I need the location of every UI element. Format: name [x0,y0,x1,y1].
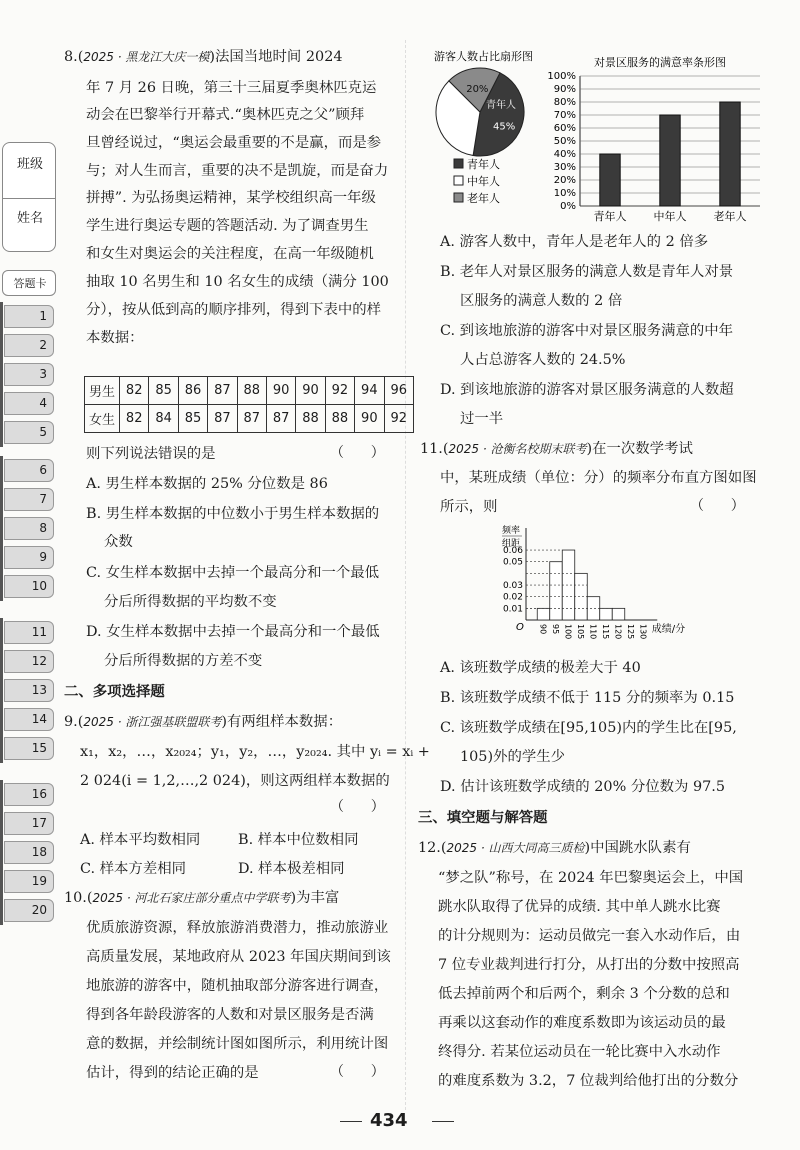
q8-first-line: 8.(2025 · 黑龙江大庆一模)法国当地时间 2024 [64,49,343,65]
q9-option-d[interactable]: D. 样本极差相同 [238,861,345,877]
q10-option-b-cont: 区服务的满意人数的 2 倍 [460,293,623,309]
hist-bar-110-115 [587,597,600,620]
answer-tab-2[interactable]: 2 [4,334,54,357]
bar-y-tick: 40% [553,149,576,160]
q10-source: 2025 · 河北石家庄部分重点中学联考 [92,891,291,905]
answer-tab-9[interactable]: 9 [4,546,54,569]
hist-bar-100-105 [562,550,575,620]
legend-swatch [454,159,463,168]
q10-line: 优质旅游资源，释放旅游消费潜力，推动旅游业 [86,920,389,936]
q8-source: 2025 · 黑龙江大庆一模 [83,50,210,64]
hist-y-tick: 0.01 [502,604,523,615]
hist-x-tick: 110 [588,624,598,640]
answer-tab-10[interactable]: 10 [4,575,54,598]
table-cell: 88 [296,405,325,433]
q11-first-line: 11.(2025 · 沧衡名校期末联考)在一次数学考试 [420,441,693,457]
q8-option-a[interactable]: A. 男生样本数据的 25% 分位数是 86 [86,476,328,492]
q8-line: 和女生对奥运会的关注程度，在高一年级随机 [86,246,374,262]
q8-option-d-cont: 分后所得数据的方差不变 [104,653,263,669]
answer-tab-11[interactable]: 11 [4,621,54,644]
answer-tab-7[interactable]: 7 [4,488,54,511]
q11-option-c-cont: 105)外的学生少 [460,749,566,765]
q12-line: 低去掉前两个和后两个，剩余 3 个分数的总和 [438,986,730,1002]
q8-option-b[interactable]: B. 男生样本数据的中位数小于男生样本数据的 [86,506,380,522]
legend-swatch [454,193,463,202]
hist-y-tick: 0.05 [502,557,523,568]
q8-option-b-cont: 众数 [104,534,133,550]
q10-line: 得到各年龄段游客的人数和对景区服务是否满 [86,1007,374,1023]
bar-青年人 [600,154,620,206]
answer-card-label: 答题卡 [13,277,47,290]
q12-line: 再乘以这套动作的难度系数即为该运动员的最 [438,1015,726,1031]
sample-data-table [84,376,414,433]
answer-tab-17[interactable]: 17 [4,812,54,835]
bar-x-tick: 中年人 [653,210,687,223]
class-label: 班级 [16,157,43,172]
table-cell: 90 [296,377,325,405]
row-label: 男生 [85,377,120,405]
answer-tab-13[interactable]: 13 [4,679,54,702]
q8-answer-paren[interactable]: （ ） [330,445,385,461]
table-cell: 85 [149,377,178,405]
hist-bar-115-120 [600,608,613,620]
q12-first-line: 12.(2025 · 山西大同高三质检)中国跳水队素有 [418,840,691,856]
page-number-dash [432,1121,454,1122]
q10-first-line: 10.(2025 · 河北石家庄部分重点中学联考)为丰富 [64,890,340,906]
answer-tab-14[interactable]: 14 [4,708,54,731]
q10-line: 意的数据，并绘制统计图如图所示，利用统计图 [86,1036,389,1052]
table-cell: 94 [355,377,384,405]
q8-line: 拼搏”. 为弘扬奥运精神，某学校组织高一年级 [86,190,376,206]
table-cell: 96 [384,377,413,405]
hist-x-tick: 120 [613,624,623,640]
answer-tab-12[interactable]: 12 [4,650,54,673]
hist-y-tick: 0.02 [502,592,523,603]
q12-line: 的计分规则为：运动员做完一套入水动作后，由 [438,928,741,944]
bar-title: 对景区服务的满意率条形图 [594,56,726,69]
histogram [500,522,700,646]
hist-x-tick: 105 [575,624,585,640]
pie-inner-label: 青年人 [486,100,516,111]
hist-x-tick: 100 [563,624,573,640]
bar-y-tick: 20% [553,175,576,186]
pie-title: 游客人数占比扇形图 [434,50,533,63]
answer-tab-5[interactable]: 5 [4,421,54,444]
answer-tab-3[interactable]: 3 [4,363,54,386]
hist-ylabel-bottom: 组距 [502,539,521,549]
bar-y-tick: 100% [547,71,576,82]
q8-line: 学生进行奥运专题的答题活动. 为了调查男生 [86,218,369,234]
bar-y-tick: 30% [553,162,576,173]
hist-y-tick: 0.03 [502,581,523,592]
bar-chart [547,71,760,223]
q10-answer-paren[interactable]: （ ） [330,1064,385,1080]
q8-option-c-cont: 分后所得数据的平均数不变 [104,594,277,610]
pie-chart [436,68,524,156]
bar-y-tick: 0% [560,201,576,212]
q8-line: 动会在巴黎举行开幕式.“奥林匹克之父”顾拜 [86,107,365,123]
table-cell: 82 [120,405,149,433]
bar-y-tick: 70% [553,110,576,121]
table-cell: 82 [120,377,149,405]
hist-y-tick: 0.06 [502,546,523,557]
bar-x-tick: 青年人 [593,210,627,223]
bar-老年人 [720,102,740,206]
q8-line: 年 7 月 26 日晚，第三十三届夏季奥林匹克运 [86,80,377,96]
q9-first-line: 9.(2025 · 浙江强基联盟联考)有两组样本数据： [64,714,343,730]
q8-option-d[interactable]: D. 女生样本数据中去掉一个最高分和一个最低 [86,624,380,640]
q10-option-c[interactable]: C. 到该地旅游的游客中对景区服务满意的中年 [440,323,734,339]
bar-y-tick: 60% [553,123,576,134]
answer-card-header [2,270,56,296]
hist-x-tick: 115 [600,624,610,640]
q9-option-c[interactable]: C. 样本方差相同 [80,861,186,877]
table-cell: 88 [325,405,354,433]
table-cell: 85 [178,405,207,433]
q10-option-d[interactable]: D. 到该地旅游的游客对景区服务满意的人数超 [440,382,734,398]
q10-line: 地旅游的游客中，随机抽取部分游客进行调查， [86,978,389,994]
q8-line: 分），按从低到高的顺序排列，得到下表中的样 [86,302,382,318]
pie-slice-label: 20% [466,84,489,96]
q12-line: “梦之队”称号，在 2024 年巴黎奥运会上，中国 [438,870,744,886]
q8-line: 抽取 10 名男生和 10 名女生的成绩（满分 100 [86,274,389,290]
q9-answer-paren[interactable]: （ ） [330,799,385,815]
q8-stem: 则下列说法错误的是 [86,446,216,462]
table-cell: 90 [266,377,295,405]
q11-option-a[interactable]: A. 该班数学成绩的极差大于 40 [440,660,641,676]
table-cell: 87 [208,377,237,405]
q11-line: 所示，则 [440,499,498,515]
page-number: 434 [370,1110,408,1131]
table-cell: 87 [237,405,266,433]
q10-charts [418,46,768,228]
table-cell: 86 [178,377,207,405]
q8-option-c[interactable]: C. 女生样本数据中去掉一个最高分和一个最低 [86,565,380,581]
legend-swatch [454,176,463,185]
bar-x-tick: 老年人 [713,210,747,223]
legend-label: 青年人 [467,158,500,171]
q9-line: x₁，x₂，…，x₂₀₂₄；y₁，y₂，…，y₂₀₂₄. 其中 yᵢ = xᵢ + [80,744,430,760]
hist-x-tick: 90 [538,624,548,635]
q12-line: 终得分. 若某位运动员在一轮比赛中入水动作 [438,1044,721,1060]
hist-bar-95-100 [550,562,563,620]
q11-option-c[interactable]: C. 该班数学成绩在[95,105)内的学生比在[95, [440,720,737,736]
hist-x-tick: 95 [550,624,560,635]
student-info-card [2,142,56,252]
q12-source: 2025 · 山西大同高三质检 [446,841,585,855]
q12-line: 7 位专业裁判进行打分，从打出的分数中按照高 [438,957,740,973]
q11-source: 2025 · 沧衡名校期末联考 [448,442,587,456]
q9-source: 2025 · 浙江强基联盟联考 [83,715,222,729]
q10-option-c-cont: 人占总游客人数的 24.5% [460,352,626,368]
q11-option-d[interactable]: D. 估计该班数学成绩的 20% 分位数为 97.5 [440,779,726,795]
table-cell: 88 [237,377,266,405]
q9-option-a[interactable]: A. 样本平均数相同 [80,832,201,848]
legend-label: 老年人 [467,192,500,205]
q10-option-d-cont: 过一半 [460,411,504,427]
hist-origin: O [516,622,524,633]
q10-option-a[interactable]: A. 游客人数中，青年人是老年人的 2 倍多 [440,234,709,250]
hist-x-tick: 125 [625,624,635,640]
hist-x-label: 成绩/分 [651,624,686,635]
hist-bar-105-110 [575,573,588,620]
row-label: 女生 [85,405,120,433]
answer-tab-19[interactable]: 19 [4,870,54,893]
q8-line: 本数据： [86,330,144,346]
q9-line: 2 024(i = 1,2,…,2 024)，则这两组样本数据的 [80,773,390,789]
name-label: 姓名 [16,211,43,226]
table-row [85,405,414,433]
hist-bar-90-95 [537,608,550,620]
table-row [85,377,414,405]
bar-y-tick: 90% [553,84,576,95]
pie-legend [454,157,500,205]
pie-slice-label: 45% [493,121,516,133]
hist-ylabel-top: 频率 [502,526,521,536]
table-cell: 92 [325,377,354,405]
table-cell: 90 [355,405,384,433]
section-heading-multiple-choice: 二、多项选择题 [64,684,165,700]
table-cell: 92 [384,405,413,433]
q10-option-b[interactable]: B. 老年人对景区服务的满意人数是青年人对景 [440,264,734,280]
answer-tab-18[interactable]: 18 [4,841,54,864]
bar-y-tick: 10% [553,188,576,199]
section-heading-fill-in: 三、填空题与解答题 [418,810,548,826]
table-cell: 84 [149,405,178,433]
q10-line: 高质量发展，某地政府从 2023 年国庆期间到该 [86,949,391,965]
legend-label: 中年人 [467,175,500,188]
answer-tab-15[interactable]: 15 [4,737,54,760]
answer-tab-20[interactable]: 20 [4,899,54,922]
q8-line: 与；对人生而言，重要的决不是凯旋，而是奋力 [86,163,389,179]
q11-answer-paren[interactable]: （ ） [690,498,745,514]
answer-tab-6[interactable]: 6 [4,459,54,482]
q9-option-b[interactable]: B. 样本中位数相同 [238,832,359,848]
bar-中年人 [660,115,680,206]
table-cell: 87 [208,405,237,433]
q8-line: 旦曾经说过，“奥运会最重要的不是赢，而是参 [86,135,382,151]
q11-option-b[interactable]: B. 该班数学成绩不低于 115 分的频率为 0.15 [440,690,735,706]
q12-line: 的难度系数为 3.2，7 位裁判给他打出的分数分 [438,1073,739,1089]
q10-line: 估计，得到的结论正确的是 [86,1065,259,1081]
q11-line: 中，某班成绩（单位：分）的频率分布直方图如图 [440,470,757,486]
hist-x-tick: 130 [638,624,648,640]
answer-tab-16[interactable]: 16 [4,783,54,806]
table-cell: 87 [266,405,295,433]
answer-tab-4[interactable]: 4 [4,392,54,415]
q12-line: 跳水队取得了优异的成绩. 其中单人跳水比赛 [438,899,721,915]
answer-tab-1[interactable]: 1 [4,305,54,328]
bar-y-tick: 50% [553,136,576,147]
histogram-plot [502,524,685,639]
bar-y-tick: 80% [553,97,576,108]
answer-tab-8[interactable]: 8 [4,517,54,540]
column-divider [405,40,406,1110]
hist-bar-120-125 [612,608,625,620]
page-number-dash [340,1121,362,1122]
